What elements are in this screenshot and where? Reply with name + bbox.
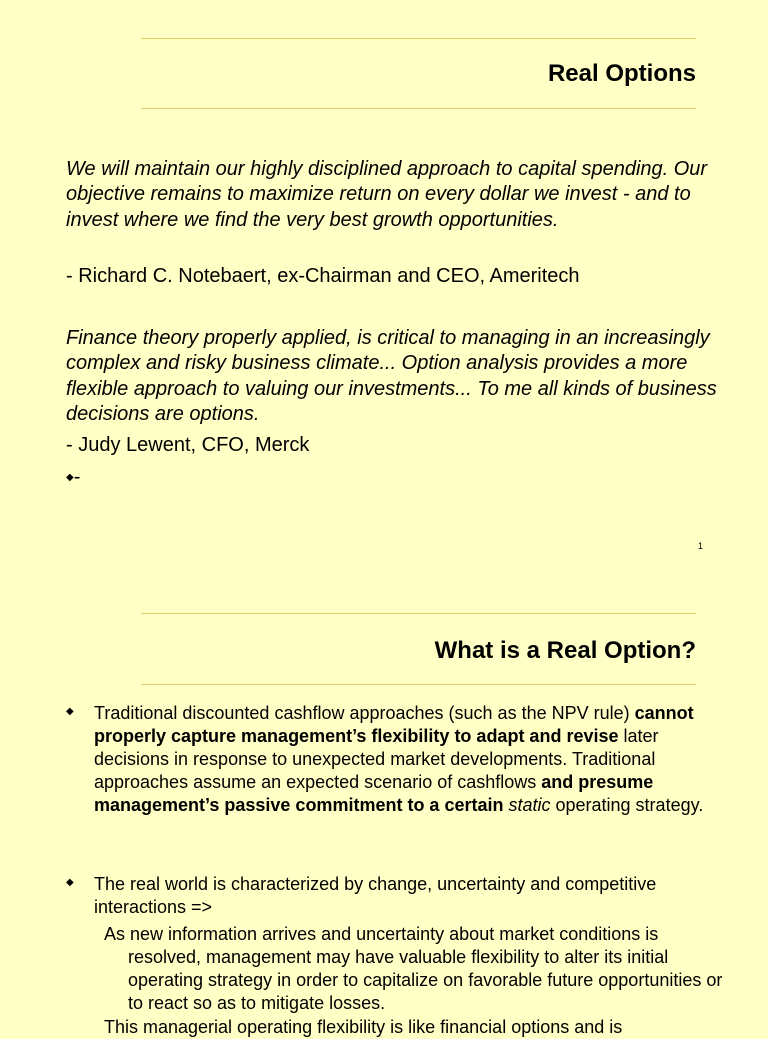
bullet-real-world: The real world is characterized by change, uncertainty and competitive interactions =>	[94, 874, 657, 917]
quote-lewent: Finance theory properly applied, is critical to managing in an increasingly complex and risky business climate... Option analysis provides a more flexible approach to valuing our investments... To me all kinds of business decisions are options.	[66, 327, 717, 425]
sub-paragraph-new-information: As new information arrives and uncertainty about market conditions is resolved, management may have valuable flexibility to alter its initial operating strategy in order to capitalize on favorable future opportunities or to react so as to mitigate losses.	[104, 924, 723, 1013]
slide1-top-rule	[141, 38, 696, 39]
slide2-title: What is a Real Option?	[434, 637, 696, 664]
bullet-traditional-dcf	[94, 702, 724, 817]
bullet1-text-part3: operating strategy.	[550, 795, 704, 815]
diamond-bullet-icon: ◆	[66, 877, 74, 888]
trailing-bullet	[66, 465, 80, 490]
bullet1-italic: static	[508, 795, 551, 815]
quote-notebaert: We will maintain our highly disciplined approach to capital spending. Our objective remains to maximize return on every dollar we invest - and to invest where we find the very best growth opportunities.	[66, 158, 708, 231]
bullet1-bold1: cannot properly capture management’s flexibility to adapt and revise	[94, 703, 694, 746]
page-number: 1	[698, 541, 704, 551]
slide1-title: Real Options	[547, 60, 696, 87]
attribution-notebaert: - Richard C. Notebaert, ex-Chairman and CEO, Ameritech	[66, 265, 580, 287]
bullet1-text-part2: later decisions in response to unexpected market developments. Traditional approaches assume an expected scenario of cashflows	[94, 726, 659, 792]
trailing-bullet-text: -	[73, 466, 81, 488]
slide2-title-rule	[141, 684, 696, 685]
attribution-lewent: - Judy Lewent, CFO, Merck	[66, 434, 310, 456]
diamond-bullet-icon: ◆	[66, 472, 74, 483]
slide2-top-rule	[141, 613, 696, 614]
diamond-bullet-icon: ◆	[66, 706, 74, 717]
bullet1-bold2: and presume management’s passive commitment to a certain	[94, 772, 654, 815]
slide1-title-rule	[141, 108, 696, 109]
sub-paragraph-cut-off-text: This managerial operating flexibility is like financial options and is	[104, 1017, 623, 1037]
bullet1-text-part1: Traditional discounted cashflow approaches (such as the NPV rule)	[94, 703, 635, 723]
sub-paragraph-cut-off	[104, 1016, 724, 1039]
